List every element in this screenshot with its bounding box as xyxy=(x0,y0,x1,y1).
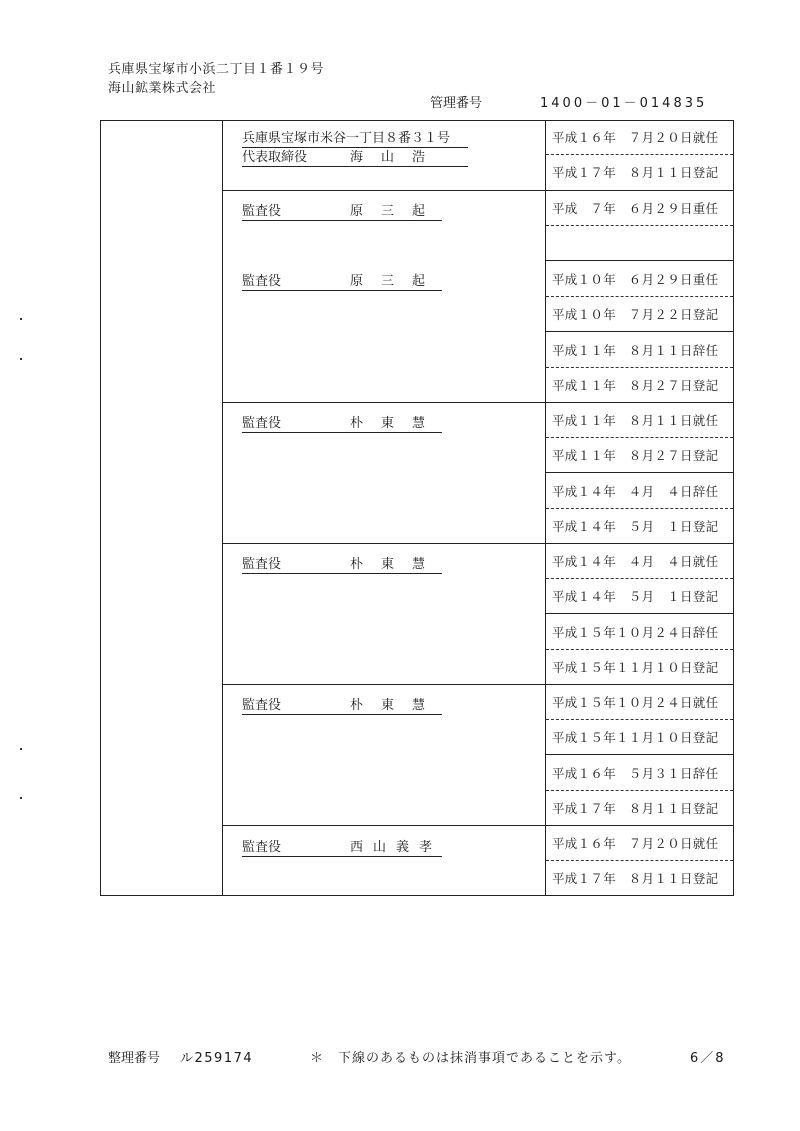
management-number-label: 管理番号 xyxy=(430,96,483,111)
entry-date: 平成１５年１１月１０日登記 xyxy=(552,730,719,745)
entry-separator xyxy=(545,260,733,261)
entry-separator xyxy=(545,613,733,614)
entry-date: 平成１６年 ５月３１日辞任 xyxy=(552,766,719,781)
underline-note: ＊ 下線のあるものは抹消事項であることを示す。 xyxy=(310,1051,631,1066)
entry-separator xyxy=(545,754,733,755)
entry-dash xyxy=(546,649,733,650)
entry-dash xyxy=(546,296,733,297)
group-separator xyxy=(222,825,733,826)
entry-date: 平成１４年 ４月 ４日就任 xyxy=(552,554,719,569)
management-number-value: 1400－01－014835 xyxy=(540,96,708,111)
company-name: 海山鉱業株式会社 xyxy=(108,81,217,96)
entry-dash xyxy=(546,225,733,226)
scan-speck xyxy=(20,797,22,799)
entry-dash xyxy=(546,367,733,368)
entry-date: 平成１０年 ６月２９日重任 xyxy=(552,272,719,287)
entry-date: 平成１１年 ８月２７日登記 xyxy=(552,378,719,393)
scan-speck xyxy=(20,318,22,320)
group-separator xyxy=(222,190,733,191)
entry-date: 平成１４年 ４月 ４日辞任 xyxy=(552,484,719,499)
officer-name: 西山義孝 xyxy=(350,840,443,855)
entry-dash xyxy=(546,860,733,861)
officer-name: 海山浩 xyxy=(350,150,444,165)
officer-name: 朴東慧 xyxy=(350,416,444,431)
entry-dash xyxy=(546,719,733,720)
officer-role: 監査役 xyxy=(242,836,442,857)
entry-date: 平成１１年 ８月１１日辞任 xyxy=(552,343,719,358)
entry-separator xyxy=(545,472,733,473)
officer-name: 原三起 xyxy=(350,274,444,289)
entry-date: 平成１１年 ８月２７日登記 xyxy=(552,448,719,463)
officer-address: 兵庫県宝塚市米谷一丁目８番３１号 xyxy=(242,127,468,148)
officer-name: 原三起 xyxy=(350,204,444,219)
officer-role: 監査役 xyxy=(242,412,442,433)
seiri-number-value: ル259174 xyxy=(180,1051,254,1066)
company-address: 兵庫県宝塚市小浜二丁目１番１９号 xyxy=(108,62,325,77)
entry-date: 平成１１年 ８月１１日就任 xyxy=(552,413,719,428)
entry-date: 平成１５年１０月２４日辞任 xyxy=(552,625,719,640)
scan-speck xyxy=(20,358,22,360)
seiri-number-label: 整理番号 xyxy=(108,1051,161,1066)
group-separator xyxy=(222,543,733,544)
entry-separator xyxy=(545,331,733,332)
officer-name: 朴東慧 xyxy=(350,557,444,572)
entry-date: 平成１７年 ８月１１日登記 xyxy=(552,871,719,886)
entry-dash xyxy=(546,437,733,438)
entry-date: 平成１４年 ５月 １日登記 xyxy=(552,519,719,534)
entry-date: 平成１０年 ７月２２日登記 xyxy=(552,307,719,322)
officer-role: 監査役 xyxy=(242,200,442,221)
entry-date: 平成 ７年 ６月２９日重任 xyxy=(552,201,719,216)
entry-date: 平成１５年１１月１０日登記 xyxy=(552,660,719,675)
entry-dash xyxy=(546,508,733,509)
scan-speck xyxy=(20,748,22,750)
officer-role: 代表取締役 xyxy=(242,146,468,167)
group-separator xyxy=(222,402,733,403)
entry-date: 平成１６年 ７月２０日就任 xyxy=(552,836,719,851)
entry-date: 平成１４年 ５月 １日登記 xyxy=(552,589,719,604)
column-divider-left xyxy=(222,120,223,896)
officer-name: 朴東慧 xyxy=(350,698,444,713)
entry-dash xyxy=(546,790,733,791)
page-number: 6／8 xyxy=(690,1051,726,1066)
entry-date: 平成１７年 ８月１１日登記 xyxy=(552,165,719,180)
entry-date: 平成１７年 ８月１１日登記 xyxy=(552,801,719,816)
entry-dash xyxy=(546,578,733,579)
officer-role: 監査役 xyxy=(242,270,442,291)
group-separator xyxy=(222,684,733,685)
entry-date: 平成１６年 ７月２０日就任 xyxy=(552,130,719,145)
entry-date: 平成１５年１０月２４日就任 xyxy=(552,695,719,710)
officer-role: 監査役 xyxy=(242,553,442,574)
officer-role: 監査役 xyxy=(242,694,442,715)
entry-dash xyxy=(546,154,733,155)
